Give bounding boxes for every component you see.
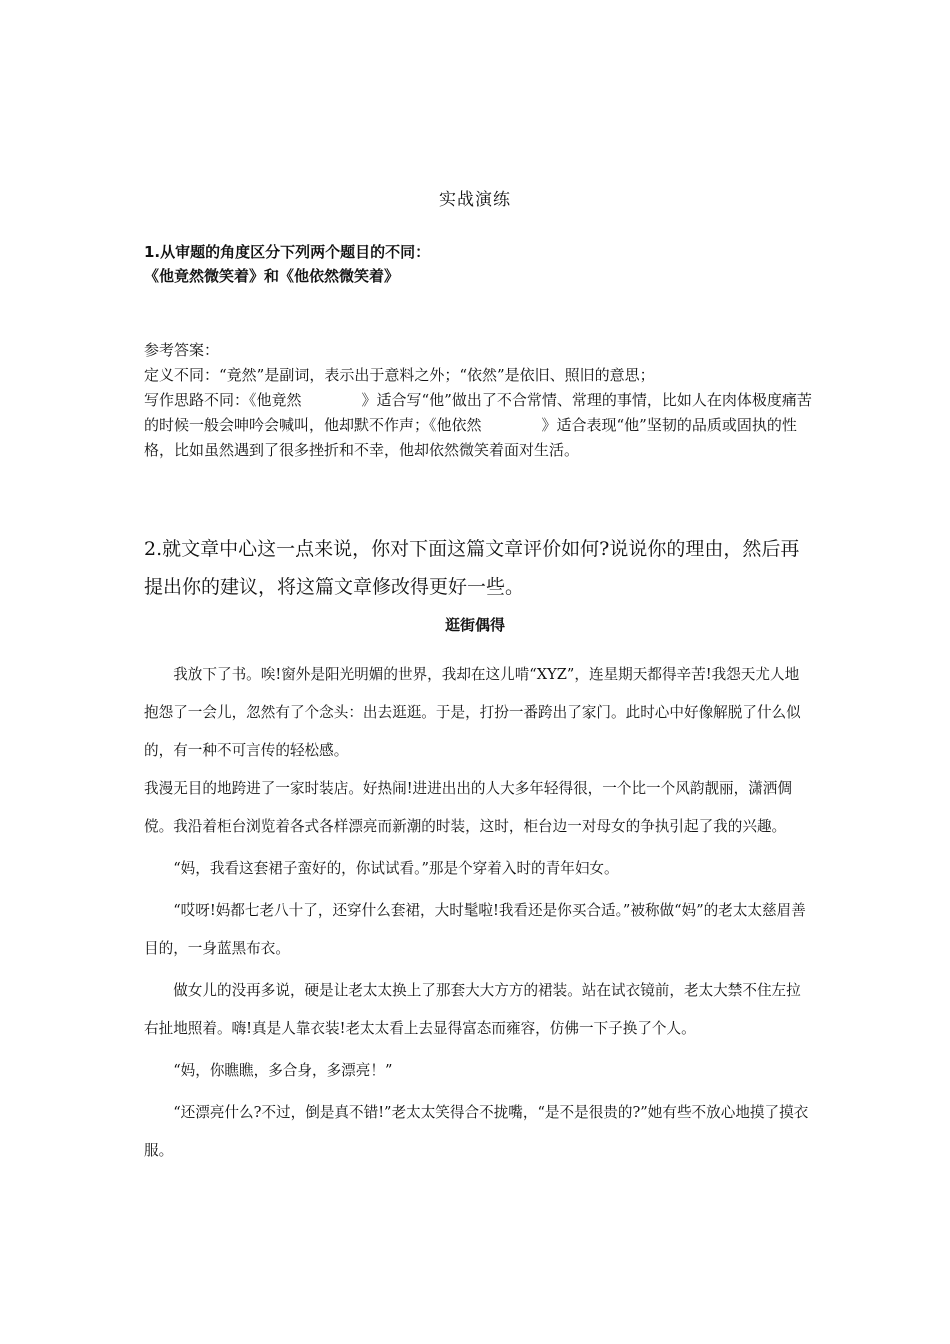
- question-2: 2.就文章中心这一点来说，你对下面这篇文章评价如何?说说你的理由，然后再提出你的建议，将这篇文章修改得更好一些。: [144, 538, 800, 598]
- essay-title: 逛街偶得: [444, 616, 505, 634]
- essay-paragraph-1: 我放下了书。唉!窗外是阳光明媚的世界，我却在这儿啃“XYZ”，连星期天都得辛苦!我怨天尤人地抱怨了一会儿，忽然有了个念头：出去逛逛。于是，打扮一番跨出了家门。此时心中好像解脱了什么似的，有一种不可言传的轻松感。: [144, 666, 801, 759]
- essay-paragraph-5: 做女儿的没再多说，硬是让老太太换上了那套大大方方的裙装。站在试衣镜前，老太大禁不住左拉右扯地照着。嗨!真是人靠衣装!老太太看上去显得富态而雍容，仿佛一下子换了个人。: [144, 982, 801, 1037]
- essay-paragraph-6: “妈，你瞧瞧，多合身，多漂亮！”: [173, 1062, 393, 1079]
- answer-definition: 定义不同：“竟然”是副词，表示出于意料之外；“依然”是依旧、照旧的意思；: [144, 366, 655, 384]
- reference-answer: [144, 338, 814, 463]
- essay-paragraph-3: “妈，我看这套裙子蛮好的，你试试看。”那是个穿着入时的青年妇女。: [173, 860, 619, 877]
- answer-label: 参考答案：: [144, 341, 220, 359]
- essay-body: [144, 656, 810, 1170]
- answer-approach: 写作思路不同：《他竟然 》适合写“他”做出了不合常情、常理的事情，比如人在肉体极度痛苦的时候一般会呻吟会喊叫，他却默不作声；《他依然 》适合表现“他”坚韧的品质或固执的性格，比如虽然遇到了很多挫折和不幸，他却依然微笑着面对生活。: [144, 391, 812, 459]
- question-1-titles: 《他竟然微笑着》和《他依然微笑着》: [144, 267, 400, 285]
- essay-paragraph-7: “还漂亮什么?不过，倒是真不错!”老太太笑得合不拢嘴，“是不是很贵的?”她有些不放心地摸了摸衣服。: [144, 1104, 809, 1159]
- essay-paragraph-2: 我漫无目的地跨进了一家时装店。好热闹!进进出出的人大多年轻得很，一个比一个风韵靓丽，潇洒倜傥。我沿着柜台浏览着各式各样漂亮而新潮的时装，这时，柜台边一对母女的争执引起了我的兴趣。: [144, 780, 792, 835]
- page-title: 实战演练: [439, 190, 511, 210]
- question-1: [144, 240, 430, 288]
- essay-paragraph-4: “哎呀!妈都七老八十了，还穿什么套裙，大时髦啦!我看还是你买合适。”被称做“妈”的老太太慈眉善目的，一身蓝黑布衣。: [144, 902, 806, 957]
- question-1-prompt: 1.从审题的角度区分下列两个题目的不同：: [144, 243, 431, 261]
